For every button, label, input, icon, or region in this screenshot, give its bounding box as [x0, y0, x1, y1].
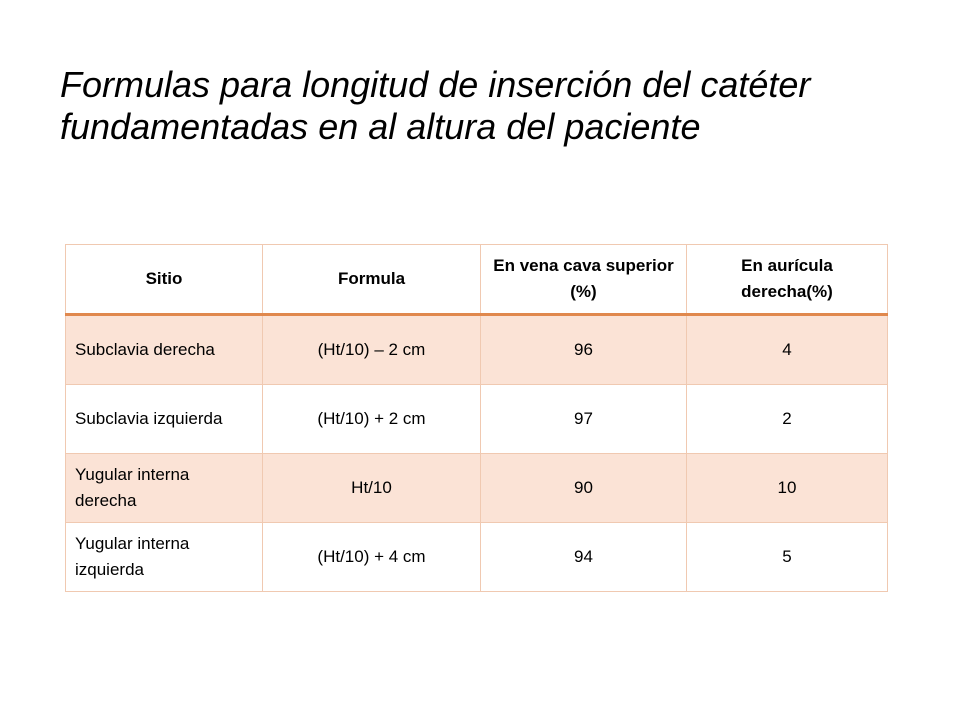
- table-row: [66, 523, 888, 592]
- cell-formula: (Ht/10) + 4 cm: [263, 523, 481, 592]
- header-right-atrium: En aurícula derecha(%): [687, 245, 888, 315]
- slide-title: Formulas para longitud de inserción del catéter fundamentadas en al altura del paciente: [60, 64, 811, 147]
- cell-site: Subclavia izquierda: [66, 385, 263, 454]
- header-superior-vena-cava: En vena cava superior (%): [481, 245, 687, 315]
- table-header-row: [66, 245, 888, 315]
- table-row: [66, 315, 888, 385]
- cell-ra-percent: 10: [687, 454, 888, 523]
- cell-site: Subclavia derecha: [66, 315, 263, 385]
- table-row: [66, 454, 888, 523]
- cell-svc-percent: 96: [481, 315, 687, 385]
- catheter-length-table: [65, 244, 888, 592]
- cell-ra-percent: 5: [687, 523, 888, 592]
- cell-ra-percent: 4: [687, 315, 888, 385]
- cell-site: Yugular interna derecha: [66, 454, 263, 523]
- cell-svc-percent: 97: [481, 385, 687, 454]
- cell-ra-percent: 2: [687, 385, 888, 454]
- header-formula: Formula: [263, 245, 481, 315]
- cell-svc-percent: 94: [481, 523, 687, 592]
- cell-formula: (Ht/10) – 2 cm: [263, 315, 481, 385]
- table-row: [66, 385, 888, 454]
- cell-site: Yugular interna izquierda: [66, 523, 263, 592]
- cell-formula: Ht/10: [263, 454, 481, 523]
- cell-svc-percent: 90: [481, 454, 687, 523]
- header-site: Sitio: [66, 245, 263, 315]
- cell-formula: (Ht/10) + 2 cm: [263, 385, 481, 454]
